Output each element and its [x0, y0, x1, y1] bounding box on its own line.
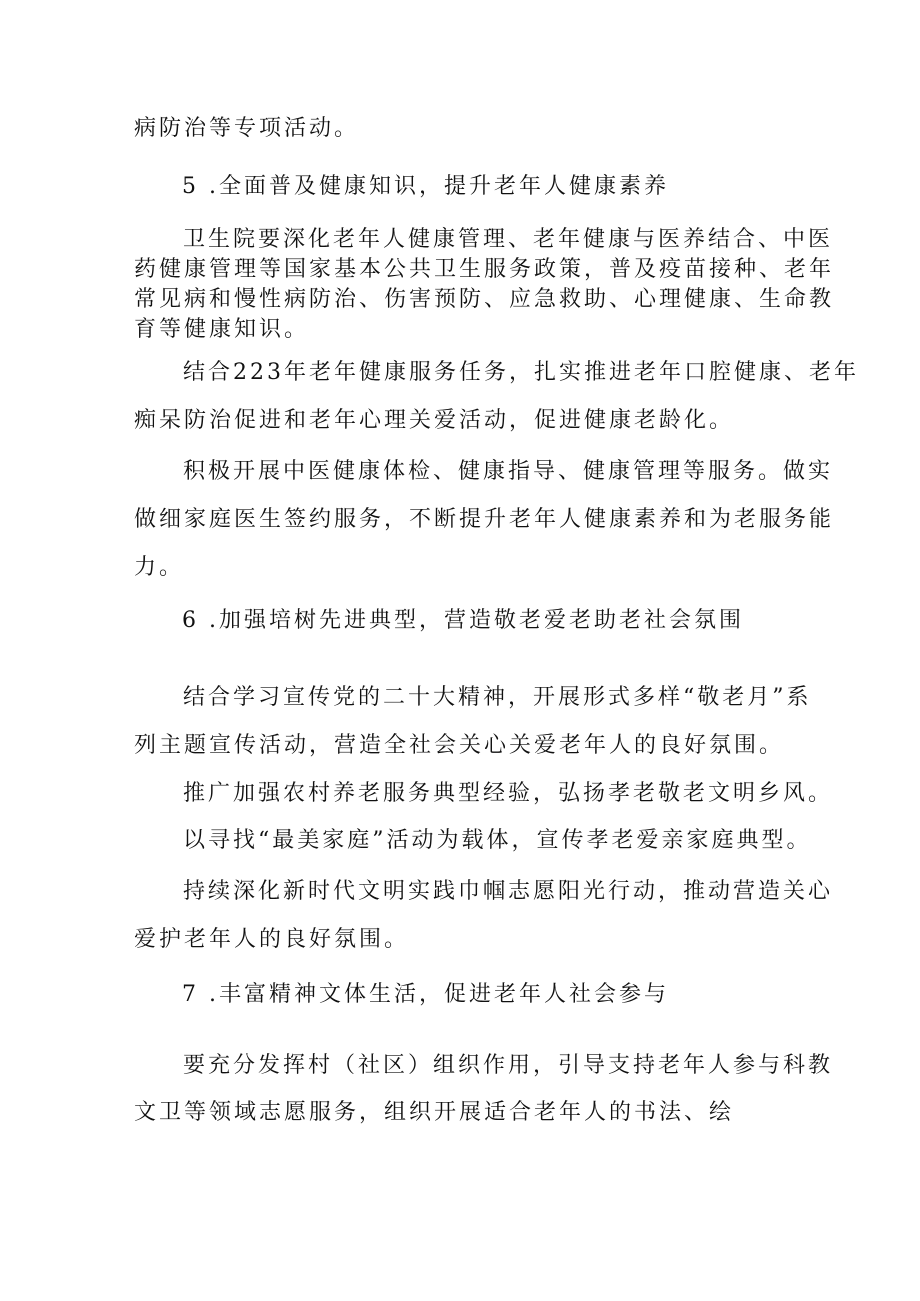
text-line: 积极开展中医健康体检、健康指导、健康管理等服务。做实	[183, 459, 834, 484]
text-line: 病防治等专项活动。	[134, 116, 360, 141]
text-line: 药健康管理等国家基本公共卫生服务政策，普及疫苗接种、老年	[134, 257, 835, 282]
text-line: 持续深化新时代文明实践巾帼志愿阳光行动，推动营造关心	[183, 879, 834, 904]
text-line: 痴呆防治促进和老年心理关爱活动，促进健康老龄化。	[134, 408, 735, 433]
section-heading-6: 6 .加强培树先进典型，营造敬老爱老助老社会氛围	[182, 608, 744, 633]
text-line: 做细家庭医生签约服务，不断提升老年人健康素养和为老服务能	[134, 507, 835, 532]
text-line: 卫生院要深化老年人健康管理、老年健康与医养结合、中医	[183, 227, 834, 252]
text-line: 力。	[134, 555, 185, 580]
text-line: 文卫等领域志愿服务，组织开展适合老年人的书法、绘	[134, 1100, 735, 1125]
section-heading-5: 5 .全面普及健康知识，提升老年人健康素养	[182, 174, 669, 199]
text-line: 常见病和慢性病防治、伤害预防、应急救助、心理健康、生命教	[134, 287, 835, 312]
text-line: 结合223年老年健康服务任务，扎实推进老年口腔健康、老年	[183, 360, 859, 385]
text-line: 育等健康知识。	[134, 317, 310, 342]
text-line: 结合学习宣传党的二十大精神，开展形式多样“敬老月”系	[183, 685, 812, 710]
text-line: 要充分发挥村（社区）组织作用，引导支持老年人参与科教	[183, 1053, 834, 1078]
text-line: 推广加强农村养老服务典型经验，弘扬孝老敬老文明乡风。	[183, 781, 834, 806]
text-line: 列主题宣传活动，营造全社会关心关爱老年人的良好氛围。	[134, 733, 785, 758]
text-line: 爱护老年人的良好氛围。	[134, 927, 410, 952]
text-line: 以寻找“最美家庭”活动为载体，宣传孝老爱亲家庭典型。	[183, 828, 812, 853]
section-heading-7: 7 .丰富精神文体生活，促进老年人社会参与	[182, 982, 669, 1007]
